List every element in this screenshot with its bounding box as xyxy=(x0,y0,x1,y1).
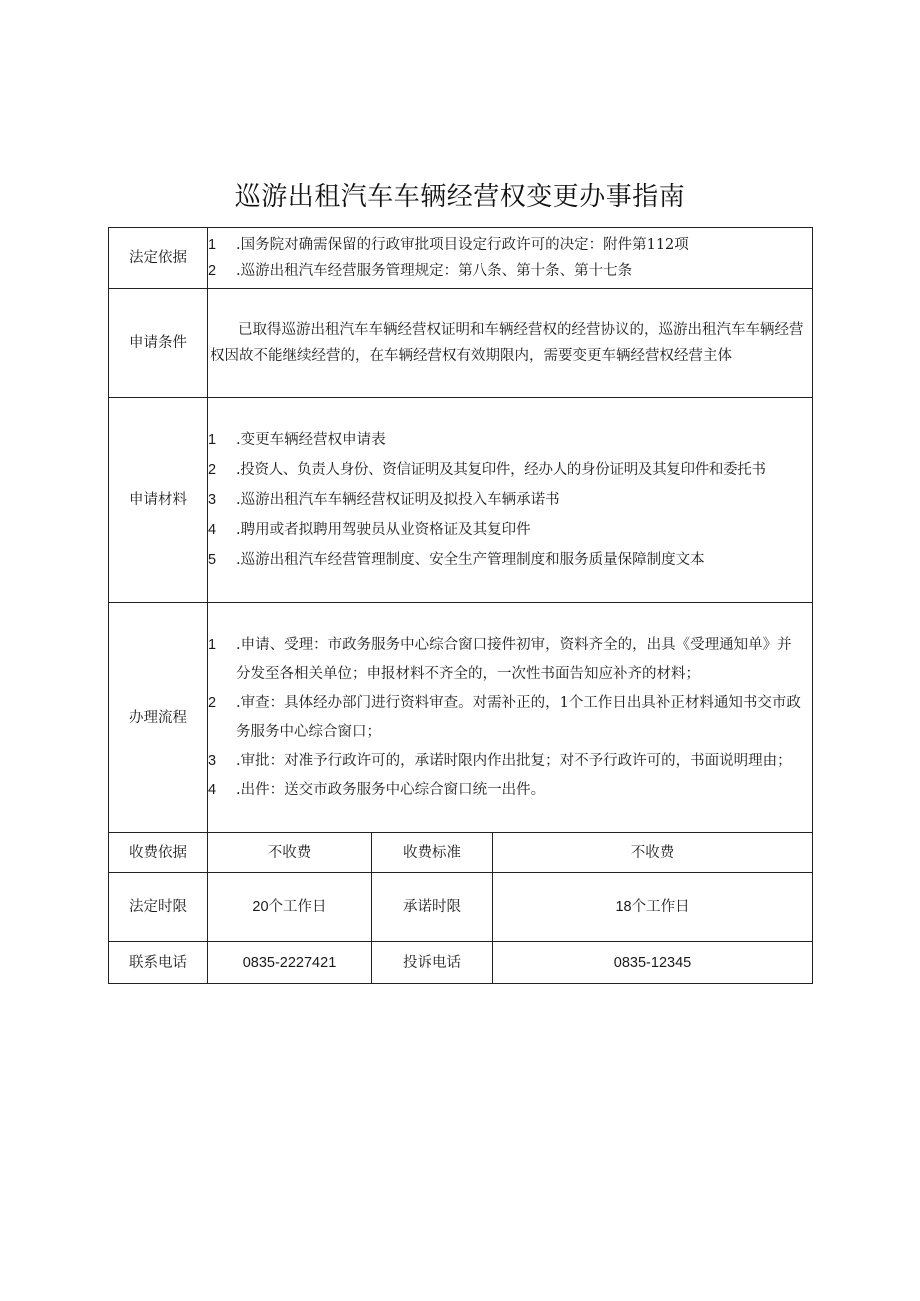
item-number: 1 xyxy=(208,636,217,653)
materials-label: 申请材料 xyxy=(109,398,208,603)
legal-basis-label: 法定依据 xyxy=(109,228,208,289)
item-text: .巡游出租汽车车辆经营权证明及拟投入车辆承诺书 xyxy=(236,492,560,508)
list-item xyxy=(208,776,812,805)
row-contacts xyxy=(109,942,813,984)
item-number: 3 xyxy=(208,492,217,508)
item-number: 1 xyxy=(208,432,217,448)
item-number: 5 xyxy=(208,552,217,568)
list-item xyxy=(208,545,812,575)
list-item xyxy=(208,425,812,455)
item-number: 4 xyxy=(208,781,217,798)
phone-value: 0835-2227421 xyxy=(208,942,372,984)
list-item xyxy=(208,232,812,258)
row-conditions xyxy=(109,289,813,398)
conditions-text: 已取得巡游出租汽车车辆经营权证明和车辆经营权的经营协议的，巡游出租汽车车辆经营权因故不能继续经营的，在车辆经营权有效期限内，需要变更车辆经营权经营主体 xyxy=(210,322,804,364)
item-number: 4 xyxy=(208,522,217,538)
promised-time-value: 18个工作日 xyxy=(493,873,813,942)
item-number: 2 xyxy=(208,462,217,478)
materials-content xyxy=(208,398,813,603)
item-number: 3 xyxy=(208,752,217,769)
process-content xyxy=(208,603,813,833)
item-text: .巡游出租汽车经营服务管理规定：第八条、第十条、第十七条 xyxy=(236,263,633,279)
item-number: 1 xyxy=(208,237,217,253)
row-legal-basis xyxy=(109,228,813,289)
item-text: .审查：具体经办部门进行资料审查。对需补正的，1个工作日出具补正材料通知书交市政务服务中心综合窗口； xyxy=(236,694,801,740)
process-label: 办理流程 xyxy=(109,603,208,833)
item-number: 2 xyxy=(208,694,217,711)
item-text: .巡游出租汽车经营管理制度、安全生产管理制度和服务质量保障制度文本 xyxy=(236,552,705,568)
phone-label: 联系电话 xyxy=(109,942,208,984)
item-text: .国务院对确需保留的行政审批项目设定行政许可的决定：附件第112项 xyxy=(236,237,689,253)
item-text: .申请、受理：市政务服务中心综合窗口接件初审，资料齐全的，出具《受理通知单》并分发至各相关单位；申报材料不齐全的，一次性书面告知应补齐的材料； xyxy=(236,636,792,682)
row-time-limits xyxy=(109,873,813,942)
fee-standard-value: 不收费 xyxy=(493,833,813,873)
fee-basis-value: 不收费 xyxy=(208,833,372,873)
fee-basis-label: 收费依据 xyxy=(109,833,208,873)
item-text: .审批：对准予行政许可的，承诺时限内作出批复；对不予行政许可的，书面说明理由； xyxy=(236,752,792,769)
list-item xyxy=(208,631,812,689)
conditions-content xyxy=(208,289,813,398)
item-text: .聘用或者拟聘用驾驶员从业资格证及其复印件 xyxy=(236,522,531,538)
list-item xyxy=(208,455,812,485)
item-number: 2 xyxy=(208,263,217,279)
fee-standard-label: 收费标准 xyxy=(372,833,493,873)
list-item xyxy=(208,515,812,545)
guide-table xyxy=(108,227,813,984)
legal-basis-content xyxy=(208,228,813,289)
row-materials xyxy=(109,398,813,603)
conditions-label: 申请条件 xyxy=(109,289,208,398)
page-title: 巡游出租汽车车辆经营权变更办事指南 xyxy=(234,182,686,212)
list-item xyxy=(208,689,812,747)
row-fees xyxy=(109,833,813,873)
item-text: .投资人、负责人身份、资信证明及其复印件，经办人的身份证明及其复印件和委托书 xyxy=(236,462,766,478)
list-item xyxy=(208,747,812,776)
list-item xyxy=(208,258,812,284)
list-item xyxy=(208,485,812,515)
promised-time-label: 承诺时限 xyxy=(372,873,493,942)
item-text: .变更车辆经营权申请表 xyxy=(236,432,386,448)
item-text: .出件：送交市政务服务中心综合窗口统一出件。 xyxy=(236,781,546,798)
row-process xyxy=(109,603,813,833)
complaint-label: 投诉电话 xyxy=(372,942,493,984)
complaint-value: 0835-12345 xyxy=(493,942,813,984)
legal-time-label: 法定时限 xyxy=(109,873,208,942)
legal-time-value: 20个工作日 xyxy=(208,873,372,942)
